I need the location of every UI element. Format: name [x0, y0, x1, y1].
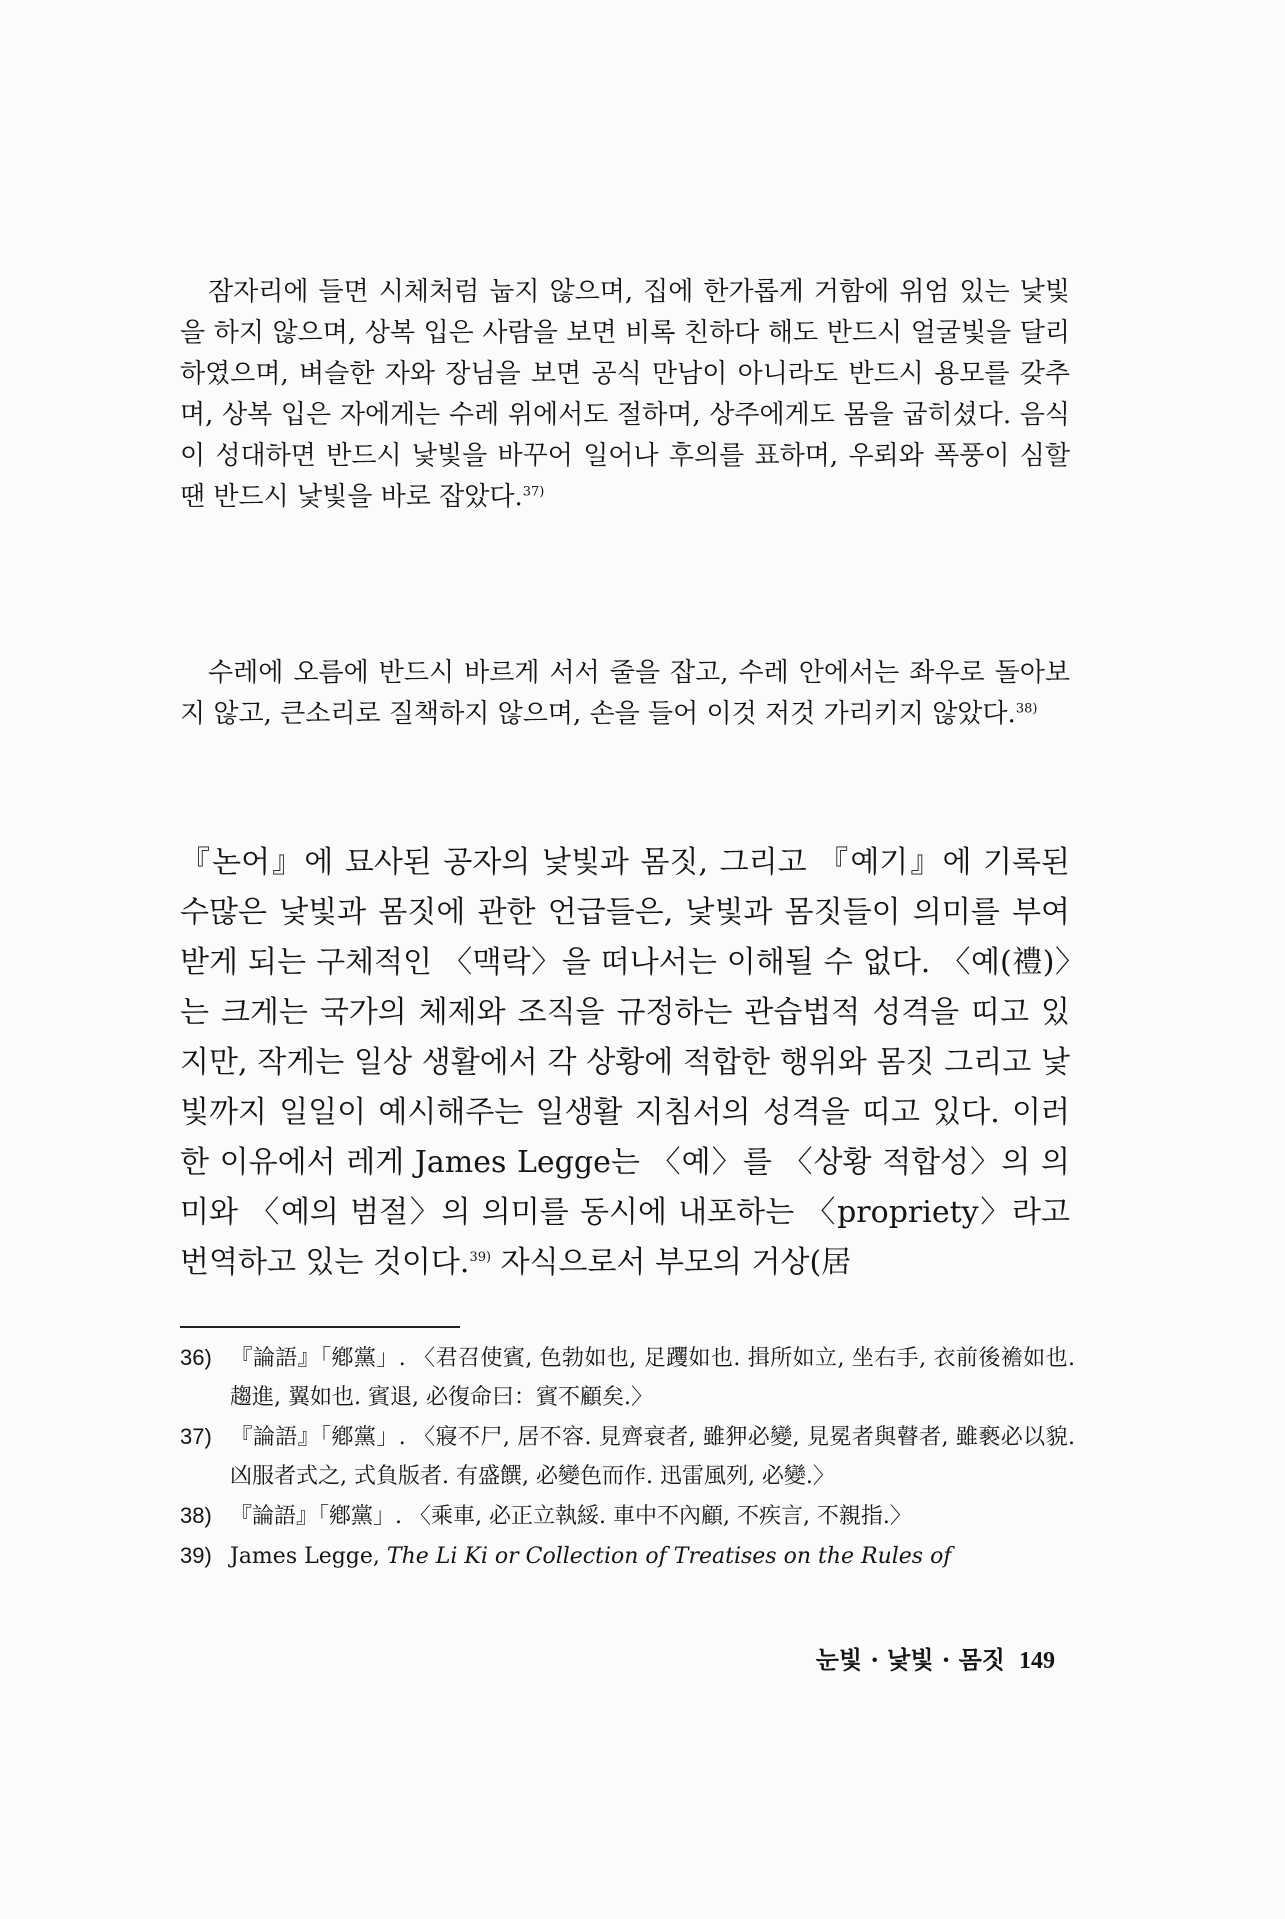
footnote-ref-37: 37) [522, 484, 545, 500]
running-title: 눈빛 · 낯빛 · 몸짓 [815, 1645, 1005, 1674]
footnote-38 [180, 1496, 1075, 1536]
page-footer [816, 1640, 1055, 1675]
footnote-39 [180, 1536, 1075, 1576]
footnote-number: 38) [180, 1503, 212, 1528]
footnote-list [180, 1338, 1075, 1576]
paragraph-3-continuation: 자식으로서 부모의 거상(居 [491, 1245, 852, 1280]
paragraph-2-text: 수레에 오름에 반드시 바르게 서서 줄을 잡고, 수레 안에서는 좌우로 돌아보지 않고, 큰소리로 질책하지 않으며, 손을 들어 이것 저것 가리키지 않았다. [180, 658, 1070, 729]
footnote-text: 『論語』「鄕黨」. 〈乘車, 必正立執綏. 車中不內顧, 不疾言, 不親指.〉 [230, 1504, 912, 1529]
footnote-number: 37) [180, 1424, 212, 1449]
footnote-book-title: The Li Ki or Collection of Treatises on the Rules of [386, 1544, 952, 1569]
footnote-author: James Legge, [230, 1544, 387, 1569]
footnote-37 [180, 1417, 1075, 1496]
footnote-text: 『論語』「鄕黨」. 〈寢不尸, 居不容. 見齊衰者, 雖狎必變, 見冕者與瞽者, 雖褻必以貌. 凶服者式之, 式負版者. 有盛饌, 必變色而作. 迅雷風列, 必變.〉 [230, 1425, 1075, 1489]
footnote-36 [180, 1338, 1075, 1417]
footnote-separator [180, 1326, 460, 1328]
body-paragraph-2 [180, 653, 1070, 735]
body-paragraph-3 [180, 838, 1070, 1288]
body-paragraph-1 [180, 272, 1070, 518]
footnote-ref-39: 39) [469, 1250, 492, 1265]
paragraph-1-text: 잠자리에 들면 시체처럼 눕지 않으며, 집에 한가롭게 거함에 위엄 있는 낯빛을 하지 않으며, 상복 입은 사람을 보면 비록 친하다 해도 반드시 얼굴빛을 달리하였으며, 벼슬한 자와 장님을 보면 공식 만남이 아니라도 반드시 용모를 갖추며, 상복 입은 자에게는 수레 위에서도 절하며, 상주에게도 몸을 굽히셨다. 음식이 성대하면 반드시 낯빛을 바꾸어 일어나 후의를 표하며, 우뢰와 폭풍이 심할 땐 반드시 낯빛을 바로 잡았다. [180, 277, 1070, 512]
footnote-number: 36) [180, 1345, 212, 1370]
footnote-number: 39) [180, 1543, 212, 1568]
footnote-ref-38: 38) [1015, 701, 1038, 717]
page-number: 149 [1019, 1648, 1055, 1674]
paragraph-3-text: 『논어』에 묘사된 공자의 낯빛과 몸짓, 그리고 『예기』에 기록된 수많은 낯빛과 몸짓에 관한 언급들은, 낯빛과 몸짓들이 의미를 부여받게 되는 구체적인 〈맥락〉을 떠나서는 이해될 수 없다. 〈예(禮)〉는 크게는 국가의 체제와 조직을 규정하는 관습법적 성격을 띠고 있지만, 작게는 일상 생활에서 각 상황에 적합한 행위와 몸짓 그리고 낯빛까지 일일이 예시해주는 일생활 지침서의 성격을 띠고 있다. 이러한 이유에서 레게 James Legge는 〈예〉를 〈상황 적합성〉의 의미와 〈예의 범절〉의 의미를 동시에 내포하는 〈propriety〉라고 번역하고 있는 것이다. [180, 845, 1070, 1280]
footnote-text: 『論語』「鄕黨」. 〈君召使賓, 色勃如也, 足躩如也. 揖所如立, 坐右手, 衣前後襜如也. 趨進, 翼如也. 賓退, 必復命曰：賓不顧矣.〉 [230, 1346, 1075, 1410]
